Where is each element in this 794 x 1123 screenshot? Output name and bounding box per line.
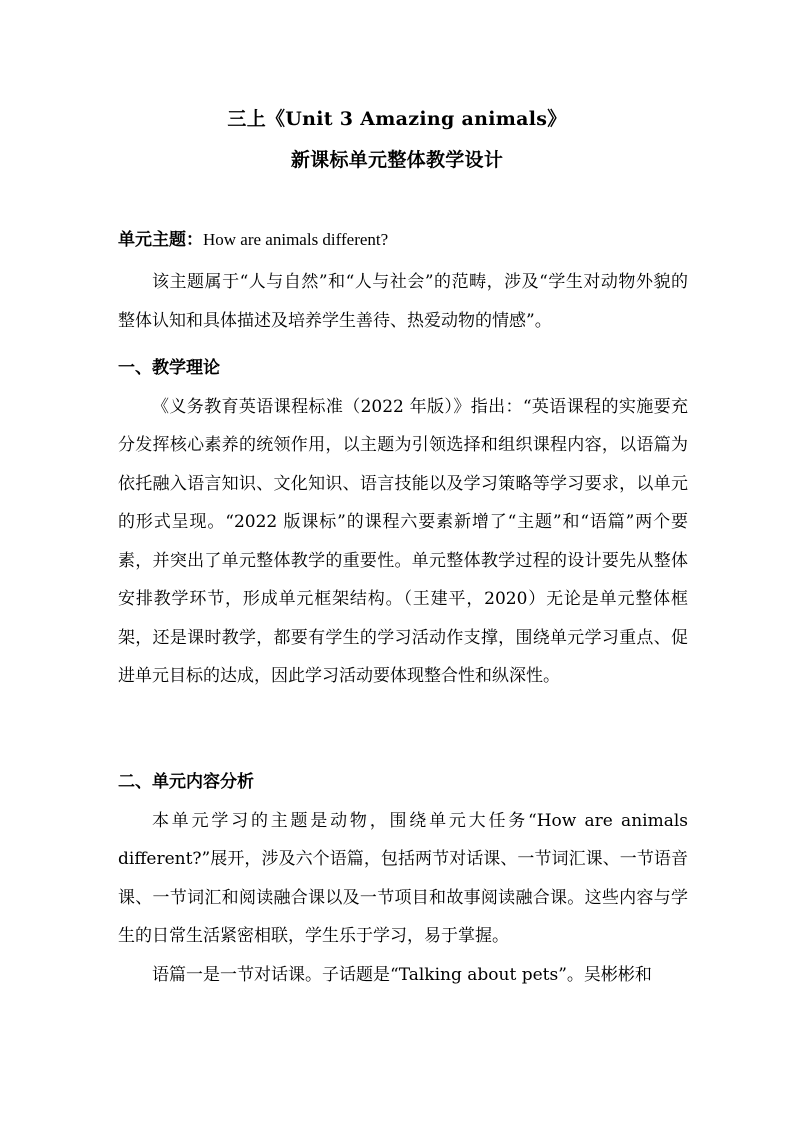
unit-theme-block <box>118 225 688 250</box>
document-title: 三上《Unit 3 Amazing animals》 <box>227 108 567 130</box>
unit-theme-line <box>118 225 688 250</box>
intro-block <box>118 263 688 340</box>
section-heading-unit-content-analysis: 二、单元内容分析 <box>118 772 254 792</box>
section-teaching-theory <box>118 349 688 696</box>
unit-theme-value: How are animals different? <box>203 230 389 249</box>
unit-content-paragraph-2: 语篇一是一节对话课。子话题是“Talking about pets”。吴彬彬和 <box>152 964 652 985</box>
teaching-theory-paragraph: 《义务教育英语课程标准（2022 年版）》指出：“英语课程的实施要充分发挥核心素养的统领作用，以主题为引领选择和组织课程内容，以语篇为依托融入语言知识、文化知识、语言技能以及学习策略等学习要求，以单元的形式呈现。“2022 版课标”的课程六要素新增了“主题”和“语篇”两个要素，并突出了单元整体教学的重要性。单元整体教学过程的设计要先从整体安排教学环节，形成单元框架结构。（王建平，2020）无论是单元整体框架，还是课时教学，都要有学生的学习活动作支撑，围绕单元学习重点、促进单元目标的达成，因此学习活动要体现整合性和纵深性。 <box>118 396 688 686</box>
section-unit-content-analysis <box>118 763 688 994</box>
document-subtitle: 新课标单元整体教学设计 <box>290 149 504 171</box>
section-heading-teaching-theory: 一、教学理论 <box>118 358 220 378</box>
unit-content-paragraph-1: 本单元学习的主题是动物，围绕单元大任务“How are animals different?”展开，涉及六个语篇，包括两节对话课、一节词汇课、一节语音课、一节词汇和阅读融合课以及一节项目和故事阅读融合课。这些内容与学生的日常生活紧密相联，学生乐于学习，易于掌握。 <box>118 810 688 946</box>
intro-paragraph: 该主题属于“人与自然”和“人与社会”的范畴，涉及“学生对动物外貌的整体认知和具体描述及培养学生善待、热爱动物的情感”。 <box>118 272 688 331</box>
unit-theme-label: 单元主题： <box>118 230 203 250</box>
